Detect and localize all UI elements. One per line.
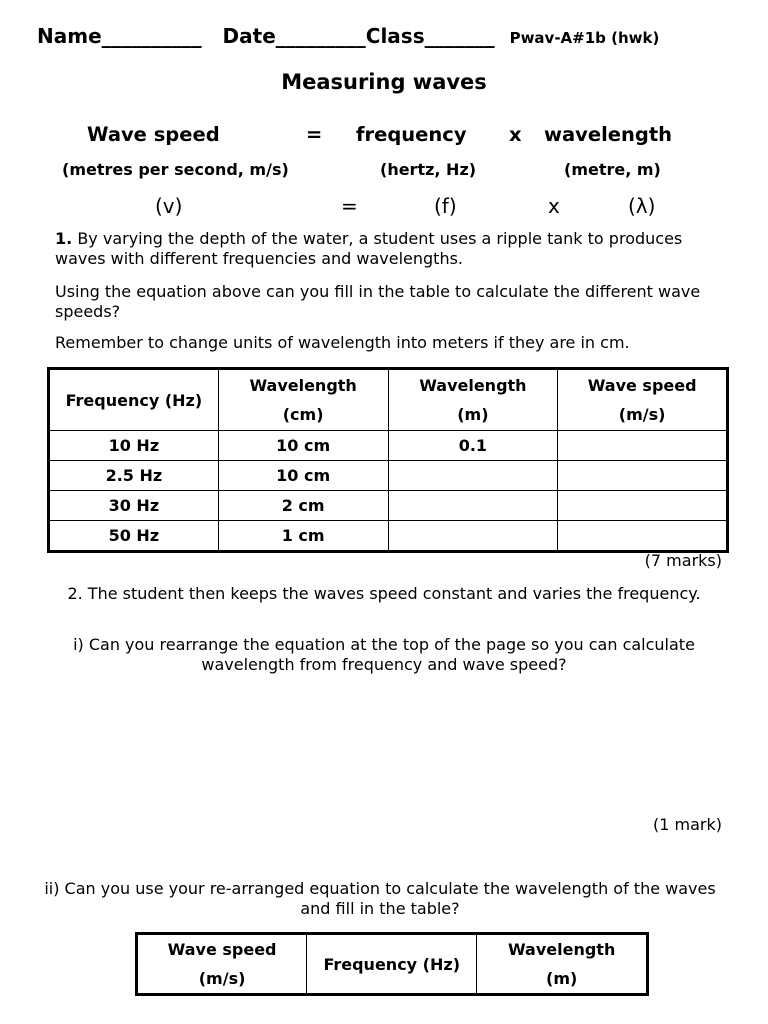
wave-speed-table — [47, 367, 729, 553]
symbol-f: (f) — [434, 194, 457, 218]
equation-term-wavelength: wavelength — [544, 123, 673, 146]
cell-wavelength-m[interactable] — [388, 461, 558, 491]
header-wave-speed-line2: (m/s) — [618, 405, 666, 424]
class-field[interactable]: Class_______ — [365, 24, 495, 48]
symbol-times: x — [548, 194, 560, 218]
question-2-intro: 2. The student then keeps the waves speed constant and varies the frequency. — [67, 584, 701, 603]
header-wavelength-m-line2: (m) — [457, 405, 489, 424]
cell-wave-speed[interactable] — [558, 491, 728, 521]
equation-term-frequency: frequency — [356, 123, 467, 146]
question-2-part-ii: ii) Can you use your re-arranged equation to calculate the wavelength of the waves and fill in the table? — [44, 879, 716, 918]
cell-wavelength-m[interactable] — [388, 521, 558, 552]
question-1-body: By varying the depth of the water, a student uses a ripple tank to produces waves with different frequencies and wavelengths. — [55, 229, 683, 268]
header-wavelength-m-line2: (m) — [546, 969, 578, 988]
cell-wavelength-cm: 10 cm — [218, 431, 388, 461]
header-wavelength-cm — [218, 369, 388, 431]
header-wave-speed — [137, 934, 307, 995]
header-wavelength-m — [388, 369, 558, 431]
symbol-v: (v) — [155, 194, 183, 218]
question-1-text — [55, 229, 735, 269]
symbol-lambda: (λ) — [628, 194, 656, 218]
unit-frequency: (hertz, Hz) — [380, 160, 477, 179]
question-1-instruction: Using the equation above can you fill in the table to calculate the different wave speeds? — [55, 282, 701, 321]
table-row — [49, 461, 728, 491]
page-title: Measuring waves — [281, 70, 487, 94]
table-header-row — [137, 934, 648, 995]
header-frequency: Frequency (Hz) — [307, 934, 477, 995]
equation-times: x — [509, 123, 522, 146]
wavelength-table — [135, 932, 649, 996]
header-wave-speed — [558, 369, 728, 431]
cell-wavelength-cm: 1 cm — [218, 521, 388, 552]
cell-wavelength-cm: 2 cm — [218, 491, 388, 521]
equation-lhs: Wave speed — [87, 123, 220, 146]
table-row — [49, 431, 728, 461]
unit-speed: (metres per second, m/s) — [62, 160, 289, 179]
cell-wavelength-cm: 10 cm — [218, 461, 388, 491]
header-wavelength-cm-line2: (cm) — [282, 405, 324, 424]
cell-wave-speed[interactable] — [558, 461, 728, 491]
table-header-row — [49, 369, 728, 431]
question-1-reminder: Remember to change units of wavelength into meters if they are in cm. — [55, 333, 630, 352]
equation-equals: = — [306, 123, 323, 146]
cell-frequency: 2.5 Hz — [49, 461, 219, 491]
cell-frequency: 30 Hz — [49, 491, 219, 521]
date-field[interactable]: Date_________ — [222, 24, 366, 48]
header-wave-speed-line1: Wave speed — [167, 940, 277, 959]
question-2-part-i-marks: (1 mark) — [653, 815, 722, 834]
header-wavelength-m-line1: Wavelength — [419, 376, 527, 395]
question-1-marks: (7 marks) — [644, 551, 722, 570]
header-wave-speed-line2: (m/s) — [198, 969, 246, 988]
worksheet-header — [37, 24, 659, 48]
header-wavelength-m — [477, 934, 648, 995]
worksheet-reference: Pwav-A#1b (hwk) — [509, 29, 660, 47]
header-wavelength-cm-line1: Wavelength — [249, 376, 357, 395]
question-1-number: 1. — [55, 229, 73, 248]
cell-wave-speed[interactable] — [558, 431, 728, 461]
cell-wave-speed[interactable] — [558, 521, 728, 552]
cell-wavelength-m[interactable]: 0.1 — [388, 431, 558, 461]
symbol-equals: = — [341, 194, 358, 218]
cell-frequency: 50 Hz — [49, 521, 219, 552]
header-wavelength-m-line1: Wavelength — [507, 940, 616, 959]
unit-wavelength: (metre, m) — [564, 160, 661, 179]
cell-frequency: 10 Hz — [49, 431, 219, 461]
table-row — [49, 521, 728, 552]
header-wave-speed-line1: Wave speed — [587, 376, 697, 395]
header-frequency: Frequency (Hz) — [49, 369, 219, 431]
table-row — [49, 491, 728, 521]
question-2-part-i: i) Can you rearrange the equation at the top of the page so you can calculate wavelength from frequency and wave speed? — [73, 635, 695, 674]
name-field[interactable]: Name__________ — [37, 24, 202, 48]
cell-wavelength-m[interactable] — [388, 491, 558, 521]
